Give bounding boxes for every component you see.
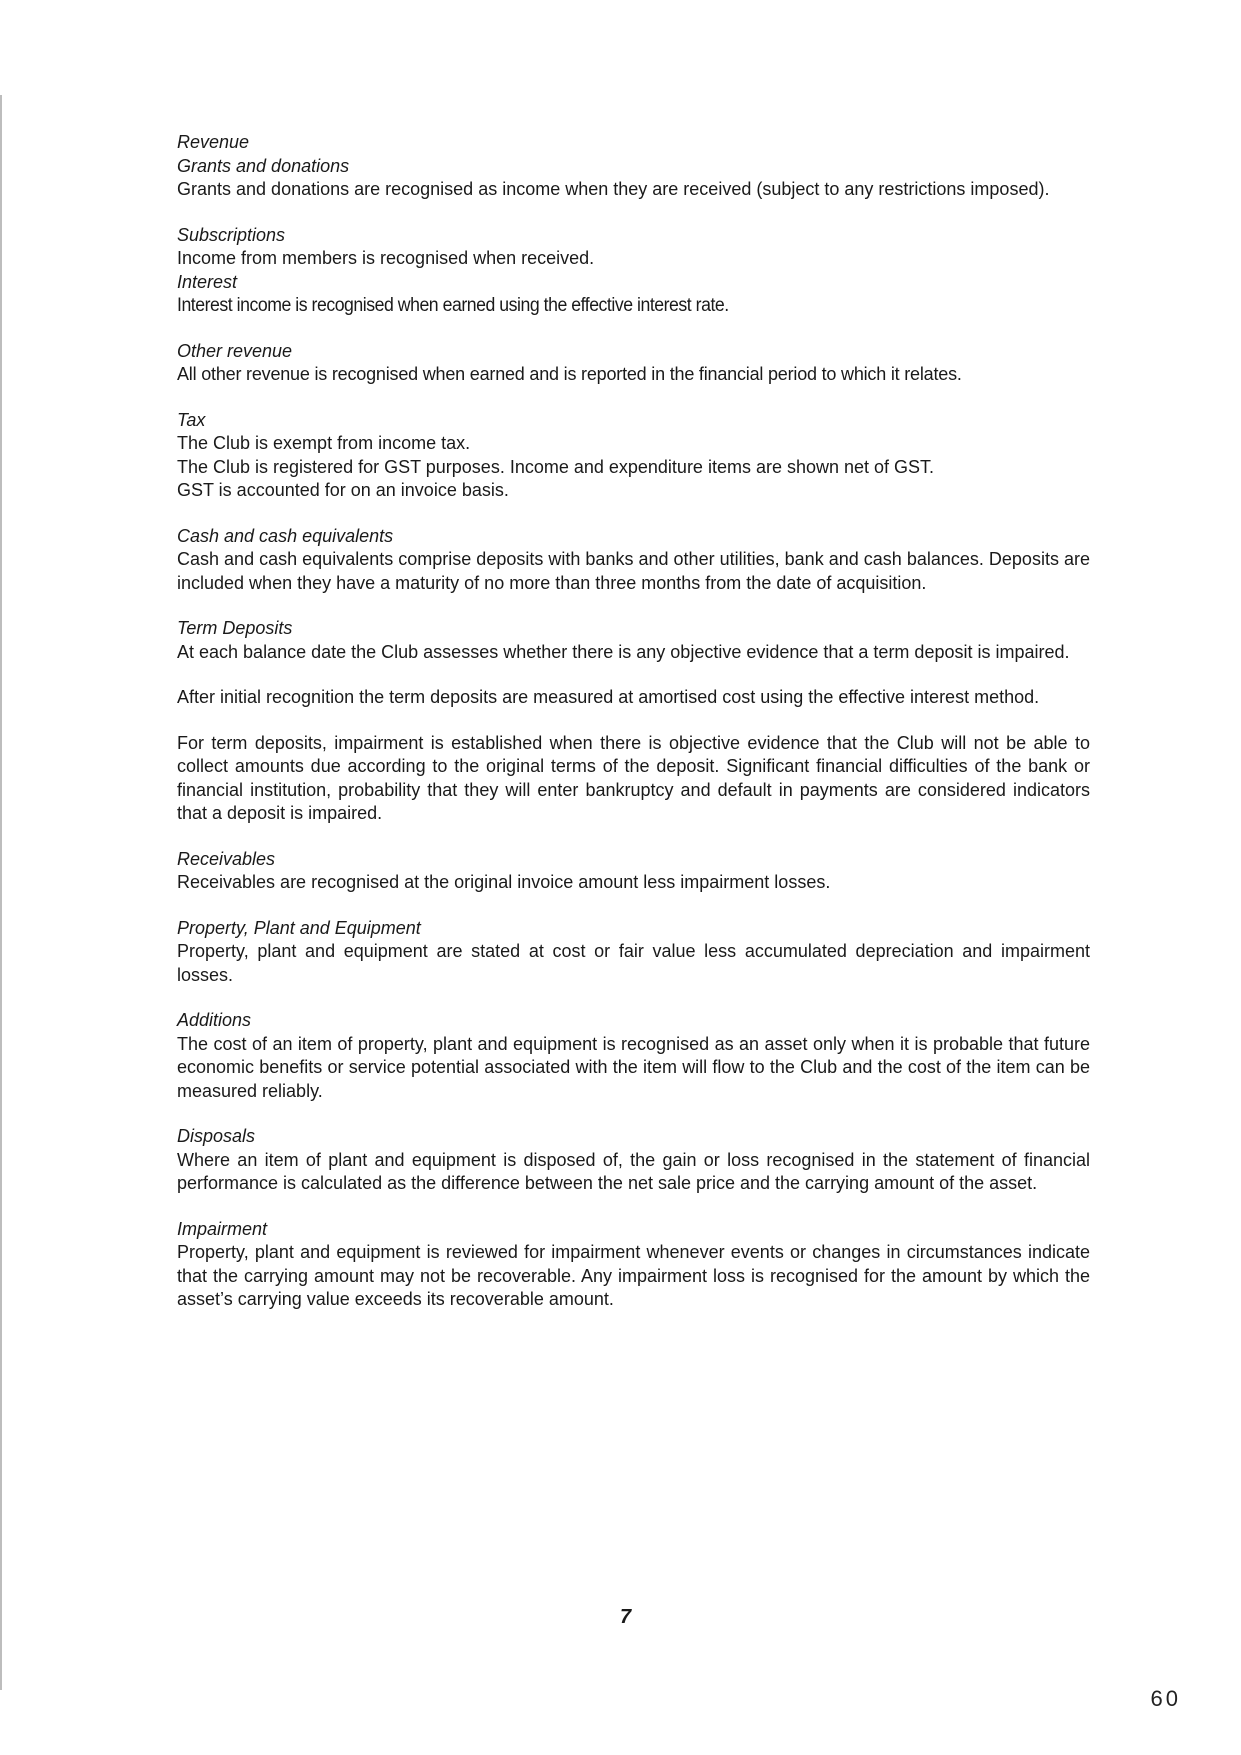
impairment-heading: Impairment — [177, 1218, 268, 1239]
interest-heading: Interest — [177, 271, 238, 292]
grants-text: Grants and donations are recognised as income when they are received (subject to any restrictions imposed). — [177, 179, 1050, 199]
receivables-section — [177, 848, 1090, 895]
subscriptions-text: Income from members is recognised when received. — [177, 248, 595, 268]
tax-line-1: The Club is exempt from income tax. — [177, 433, 471, 453]
sheet-number: 60 — [1150, 1686, 1181, 1711]
receivables-heading: Receivables — [177, 848, 276, 869]
ppe-section — [177, 917, 1090, 988]
scan-edge-line — [0, 95, 2, 1690]
ppe-text: Property, plant and equipment are stated at cost or fair value less accumulated depreciation and impairment losses. — [177, 941, 1090, 985]
disposals-section — [177, 1125, 1090, 1196]
tax-line-3: GST is accounted for on an invoice basis. — [177, 480, 509, 500]
interest-text: Interest income is recognised when earned using the effective interest rate. — [177, 295, 729, 316]
cash-heading: Cash and cash equivalents — [177, 525, 394, 546]
disposals-heading: Disposals — [177, 1126, 256, 1146]
impairment-section — [177, 1218, 1090, 1312]
cash-section — [177, 525, 1090, 596]
cash-text: Cash and cash equivalents comprise deposits with banks and other utilities, bank and cash balances. Deposits are included when they have a maturity of no more than three months from the date of acquisition. — [177, 549, 1090, 593]
tax-section — [177, 409, 1090, 503]
subscriptions-heading: Subscriptions — [177, 224, 286, 245]
tax-line-2: The Club is registered for GST purposes. Income and expenditure items are shown net of GST. — [177, 456, 935, 477]
grants-heading: Grants and donations — [177, 155, 350, 176]
term-deposits-para-2: After initial recognition the term deposits are measured at amortised cost using the effective interest method. — [177, 687, 1040, 707]
revenue-section — [177, 131, 1090, 387]
impairment-text: Property, plant and equipment is reviewed for impairment whenever events or changes in circumstances indicate that the carrying amount may not be recoverable. Any impairment loss is recognised for the amount by which the asset’s carrying value exceeds its recoverable amount. — [177, 1242, 1090, 1309]
term-deposits-para-3: For term deposits, impairment is established when there is objective evidence that the Club will not be able to collect amounts due according to the original terms of the deposit. Significant financial difficulties of the bank or financial institution, probability that they will enter bankruptcy and default in payments are considered indicators that a deposit is impaired. — [177, 732, 1090, 823]
other-revenue-text: All other revenue is recognised when earned and is reported in the financial period to which it relates. — [177, 364, 962, 384]
additions-section — [177, 1009, 1090, 1103]
ppe-heading: Property, Plant and Equipment — [177, 917, 421, 938]
tax-heading: Tax — [177, 409, 206, 430]
disposals-text: Where an item of plant and equipment is disposed of, the gain or loss recognised in the statement of financial performance is calculated as the difference between the net sale price and the carrying amount of the asset. — [177, 1149, 1090, 1193]
receivables-text: Receivables are recognised at the original invoice amount less impairment losses. — [177, 872, 831, 892]
page-number: 7 — [620, 1606, 632, 1628]
term-deposits-heading: Term Deposits — [177, 618, 293, 638]
revenue-heading: Revenue — [177, 132, 250, 152]
term-deposits-section — [177, 617, 1090, 826]
document-body — [177, 131, 1090, 1312]
additions-text: The cost of an item of property, plant and equipment is recognised as an asset only when it is probable that future economic benefits or service potential associated with the item will flow to the Club and the cost of the item can be measured reliably. — [177, 1033, 1090, 1101]
term-deposits-para-1: At each balance date the Club assesses whether there is any objective evidence that a term deposit is impaired. — [177, 641, 1070, 662]
other-revenue-heading: Other revenue — [177, 340, 293, 361]
additions-heading: Additions — [177, 1010, 252, 1030]
